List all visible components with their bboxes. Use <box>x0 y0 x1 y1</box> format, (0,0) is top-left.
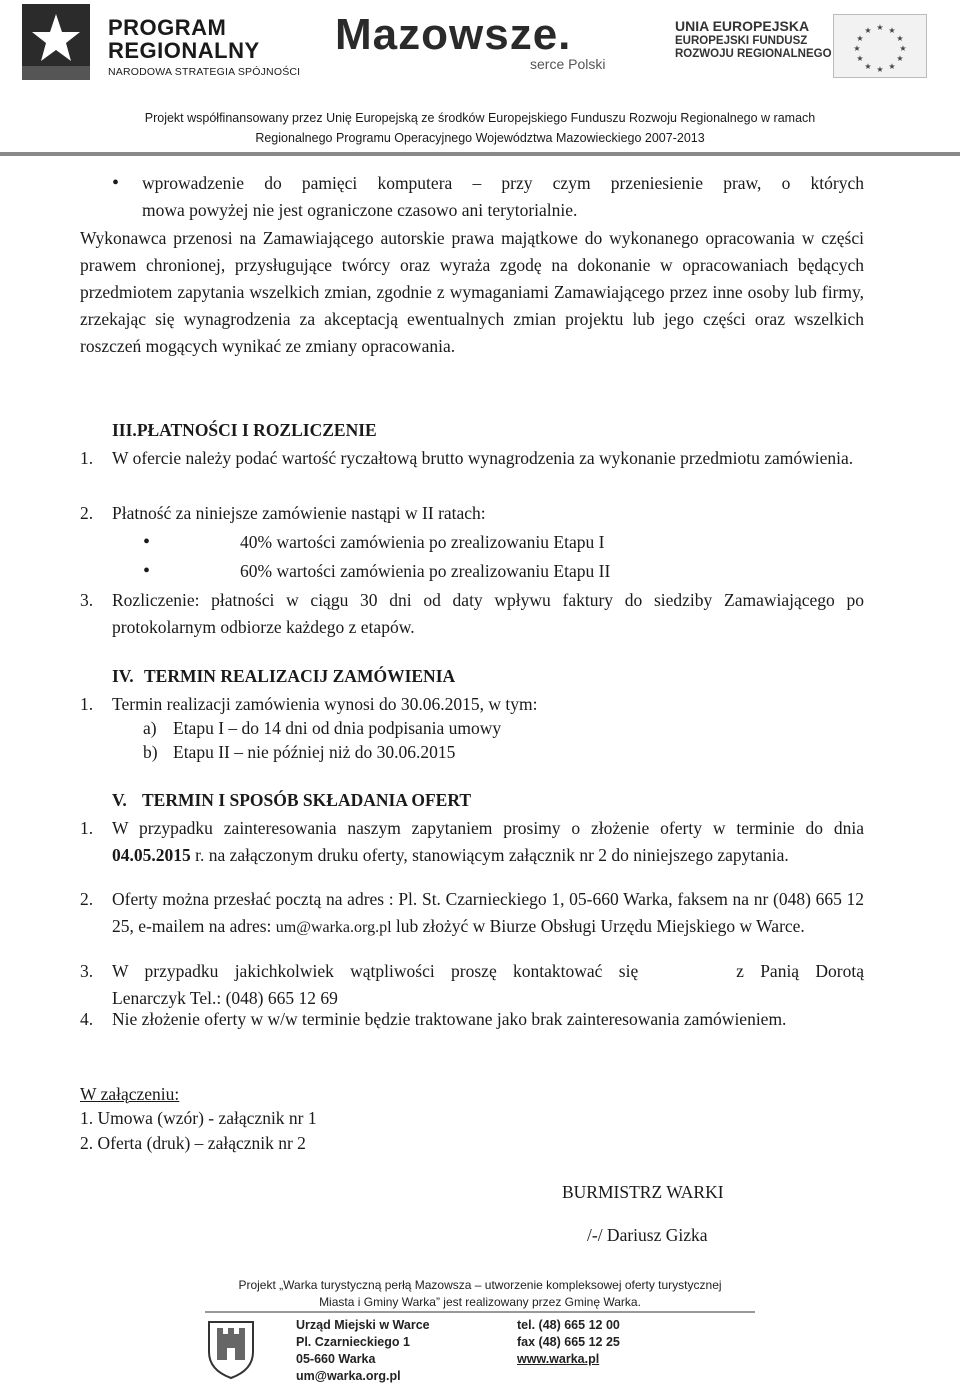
footer-project-line-1: Projekt „Warka turystyczną perłą Mazowsza – utworzenie kompleksowej oferty turystycznej <box>238 1278 722 1292</box>
svg-text:★: ★ <box>876 65 884 74</box>
section-5-item-3-line-2: Lenarczyk Tel.: (048) 665 12 69 <box>112 988 338 1008</box>
mazowsze-logo <box>335 8 625 80</box>
footer-address-line-1: Urząd Miejski w Warce <box>296 1318 430 1332</box>
section-5-item-3-line-1: W przypadku jakichkolwiek wątpliwości proszę kontaktować się z Panią Dorotą <box>112 961 864 981</box>
svg-text:★: ★ <box>864 62 872 71</box>
mazowsze-wordmark: Mazowsze. <box>335 10 572 59</box>
intro-paragraph: Wykonawca przenosi na Zamawiającego autorskie prawa majątkowe do wykonanego opracowania w części prawem chronionej, przysługujące twórcy oraz wyraża zgodę na dokonanie w opracowaniach będących przedmiotem zapytania wszelkich zmian, zgodnie z wymaganiami Zamawiającego przez inne osoby lub firmy, zrzekając się wynagrodzenia za akceptacją ewentualnych zmian projektu lub jego części oraz wszelkich roszczeń mogących wynikać ze zmiany opracowania. <box>80 228 864 356</box>
attachments-label: W załączeniu: <box>80 1084 180 1104</box>
stage-b-label: b) <box>143 742 158 762</box>
section-5-item-4: Nie złożenie oferty w w/w terminie będzie traktowane jako brak zainteresowania zamówieniem. <box>112 1009 787 1029</box>
bullet-icon: • <box>143 531 151 553</box>
footer-email-link[interactable]: um@warka.org.pl <box>296 1369 401 1383</box>
eu-line-3: ROZWOJU REGIONALNEGO <box>675 48 832 60</box>
section-5-item-1-pre: W przypadku zainteresowania naszym zapytaniem prosimy o złożenie oferty w terminie do dnia <box>112 818 864 838</box>
section-5-item-1 <box>112 815 864 869</box>
section-3-item-3-text: Rozliczenie: płatności w ciągu 30 dni od daty wpływu faktury do siedziby Zamawiającego po protokolarnym odbiorze każdego z etapów. <box>112 590 864 637</box>
stage-b-text: Etapu II – nie później niż do 30.06.2015 <box>173 742 456 762</box>
section-4-item-1-text: Termin realizacji zamówienia wynosi do 30.06.2015, w tym: <box>112 694 538 714</box>
rate-item-1: 40% wartości zamówienia po zrealizowaniu Etapu I <box>240 532 605 552</box>
section-5-item-4-num: 4. <box>80 1009 94 1029</box>
footer-fax: fax (48) 665 12 25 <box>517 1335 620 1349</box>
bullet-icon: • <box>112 172 120 194</box>
eu-flag-icon <box>833 14 927 78</box>
project-header <box>40 108 920 148</box>
svg-text:★: ★ <box>876 23 884 32</box>
program-line-3: NARODOWA STRATEGIA SPÓJNOŚCI <box>108 66 301 78</box>
bullet-icon: • <box>143 560 151 582</box>
contact-email-link[interactable]: um@warka.org.pl <box>275 919 392 936</box>
warka-crest-icon <box>205 1318 257 1380</box>
svg-text:★: ★ <box>853 44 861 53</box>
svg-text:★: ★ <box>888 62 896 71</box>
signature-title: BURMISTRZ WARKI <box>562 1182 724 1202</box>
section-5-item-2-post: lub złożyć w Biurze Obsługi Urzędu Miejskiego w Warce. <box>391 916 805 936</box>
eu-line-2: EUROPEJSKI FUNDUSZ <box>675 35 808 47</box>
section-3-item-2-text: Płatność za niniejsze zamówienie nastąpi w II ratach: <box>112 503 486 523</box>
mazowsze-tagline: serce Polski <box>530 56 606 72</box>
footer-address-line-2: Pl. Czarnieckiego 1 <box>296 1335 410 1349</box>
offer-deadline-date: 04.05.2015 <box>112 845 191 865</box>
section-5-item-3 <box>112 958 864 1012</box>
eu-line-1: UNIA EUROPEJSKA <box>675 18 810 34</box>
svg-text:★: ★ <box>896 54 904 63</box>
rate-item-2: 60% wartości zamówienia po zrealizowaniu Etapu II <box>240 561 611 581</box>
stage-a-label: a) <box>143 718 157 738</box>
section-5-item-3-num: 3. <box>80 961 94 981</box>
footer-address-line-3: 05-660 Warka <box>296 1352 376 1366</box>
signature-name: /-/ Dariusz Gizka <box>587 1225 708 1245</box>
svg-text:★: ★ <box>899 44 907 53</box>
section-3-item-1-num: 1. <box>80 448 94 468</box>
section-3-item-2-num: 2. <box>80 503 94 523</box>
section-3-number: III. <box>112 420 137 440</box>
program-regionalny-logo <box>22 4 322 82</box>
stage-a-text: Etapu I – do 14 dni od dnia podpisania umowy <box>173 718 502 738</box>
section-5-number: V. <box>112 790 127 810</box>
section-5-item-1-num: 1. <box>80 818 94 838</box>
section-5-title: TERMIN I SPOSÓB SKŁADANIA OFERT <box>142 790 472 810</box>
section-4-number: IV. <box>112 666 134 686</box>
intro-bullet-line-2: mowa powyżej nie jest ograniczone czasowo ani terytorialnie. <box>142 200 578 220</box>
section-5-item-2 <box>112 886 864 941</box>
program-line-2: REGIONALNY <box>108 38 260 63</box>
footer-contact <box>517 1317 620 1368</box>
section-3-heading <box>112 417 377 444</box>
section-5-item-1-post: r. na załączonym druku oferty, stanowiącym załącznik nr 2 do niniejszego zapytania. <box>190 845 789 865</box>
section-3-item-1-text: W ofercie należy podać wartość ryczałtową brutto wynagrodzenia za wykonanie przedmiotu zamówienia. <box>112 448 854 468</box>
svg-text:★: ★ <box>888 26 896 35</box>
project-header-line-2: Regionalnego Programu Operacyjnego Województwa Mazowieckiego 2007-2013 <box>255 131 705 145</box>
footer-address <box>296 1317 430 1385</box>
footer-project-line-2: Miasta i Gminy Warka” jest realizowany przez Gminę Warka. <box>319 1295 641 1309</box>
eu-text <box>675 18 832 61</box>
footer-phone: tel. (48) 665 12 00 <box>517 1318 620 1332</box>
header-divider <box>0 152 960 156</box>
svg-text:★: ★ <box>856 54 864 63</box>
project-header-line-1: Projekt współfinansowany przez Unię Europejską ze środków Europejskiego Funduszu Rozwoju Regionalnego w ramach <box>144 111 816 125</box>
footer-website-link[interactable]: www.warka.pl <box>517 1352 600 1366</box>
footer-project <box>210 1277 750 1311</box>
section-3-title: PŁATNOŚCI I ROZLICZENIE <box>136 420 377 440</box>
svg-text:★: ★ <box>864 26 872 35</box>
attachment-item-2: 2. Oferta (druk) – załącznik nr 2 <box>80 1133 306 1153</box>
svg-text:★: ★ <box>856 34 864 43</box>
section-5-item-2-pre: Oferty można przesłać pocztą na adres : Pl. St. Czarnieckiego 1, 05-660 Warka, faksem na nr (048) 665 12 25, e-mailem na adres: <box>112 889 864 936</box>
section-4-heading <box>112 663 455 690</box>
intro-bullet-line-1: wprowadzenie do pamięci komputera – przy czym przeniesienie praw, o których <box>142 173 864 193</box>
section-5-heading <box>112 787 471 814</box>
section-4-title: TERMIN REALIZACIJ ZAMÓWIENIA <box>144 666 456 686</box>
attachment-item-1: 1. Umowa (wzór) - załącznik nr 1 <box>80 1108 317 1128</box>
section-5-item-2-num: 2. <box>80 889 94 909</box>
eu-logo <box>655 12 955 78</box>
program-line-1: PROGRAM <box>108 15 227 40</box>
program-regionalny-star-icon <box>22 4 90 80</box>
section-4-item-1-num: 1. <box>80 694 94 714</box>
footer-divider <box>205 1311 755 1313</box>
svg-text:★: ★ <box>896 34 904 43</box>
intro-bullet <box>142 170 864 224</box>
section-3-item-3-num: 3. <box>80 590 94 610</box>
